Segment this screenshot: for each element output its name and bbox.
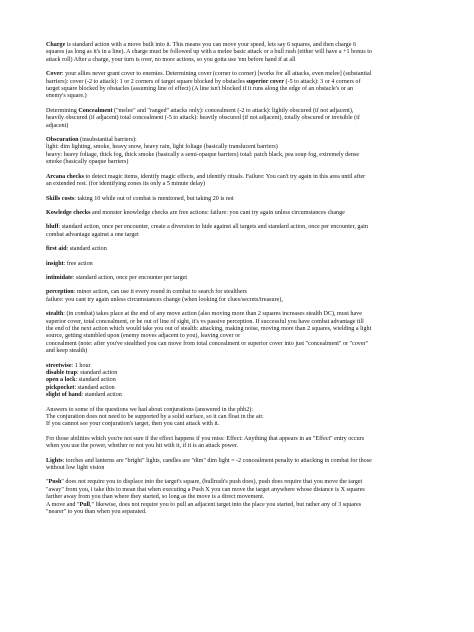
- bold-term: Charge: [46, 42, 66, 48]
- text-line: [46, 385, 434, 392]
- text-run: (-5 to attack): 3 or 4 corners of: [284, 78, 361, 85]
- text-run: ("melee" and "ranged" attacks only): concealment (-2 to attack): lightly obscured (if not adjacent),: [112, 107, 354, 114]
- text-line: [46, 79, 434, 86]
- bold-term: Pull: [79, 501, 90, 508]
- text-line: [46, 421, 434, 428]
- bold-term: Skills costs: [46, 195, 75, 202]
- text-line: [46, 407, 434, 414]
- text-line: [46, 458, 434, 465]
- paragraph-lights: [46, 458, 434, 473]
- text-run: concealment (note: after you've stealthed you can move from total concealment or superior cover into just "concealment" or "cover": [46, 340, 369, 347]
- text-run: : your allies never grant cover to enemies. Determining cover (corner to corner) [works for all attacks, even melee] (substantial: [61, 71, 372, 78]
- paragraph-perception: [46, 289, 434, 304]
- text-line: [46, 115, 434, 122]
- text-run: "nearer" to you than when you separated.: [46, 509, 147, 516]
- text-run: and monster knowledge checks are free actions: failure: you cant try again unless circumstances change: [90, 209, 345, 216]
- paragraph-push: [46, 479, 434, 516]
- text-run: : standard action: [74, 384, 115, 391]
- text-run: squares (as long as it's in a line). A charge must be followed up with a melee basic attack or a bull rush (either will have a +1 bonus to: [46, 49, 372, 56]
- text-line: [46, 174, 434, 181]
- text-line: [46, 93, 434, 100]
- text-run: combat advantage against a one target: [46, 231, 139, 238]
- text-run: ," likewise, does not require you to pull an adjacent target into the place you started, but rather any of 3 squares: [89, 501, 362, 508]
- text-line: [46, 86, 434, 93]
- text-run: Determining: [46, 107, 79, 114]
- bold-term: insight: [46, 260, 64, 267]
- text-line: [46, 348, 434, 355]
- bold-term: pickpocket: [46, 384, 75, 391]
- text-run: source, getting stumbled upon (enemy moves adjacent to you), leaving cover or: [46, 333, 241, 340]
- paragraph-concealment: [46, 108, 434, 130]
- text-run: : free action: [63, 260, 93, 267]
- text-line: [46, 392, 434, 399]
- text-run: failure: you cant try again unless circumstances change (when looking for clues/secrets/treasure),: [46, 296, 283, 303]
- bold-term: stealth: [46, 311, 64, 318]
- paragraph-bluff: [46, 224, 434, 239]
- text-line: [46, 275, 434, 282]
- text-run: If you cannot see your conjuration's target, then you cant attack with it.: [46, 421, 220, 428]
- text-run: : minor action, can use it every round in combat to search for stealthers: [73, 289, 247, 296]
- text-line: [46, 333, 434, 340]
- text-line: [46, 465, 434, 472]
- text-line: [46, 289, 434, 296]
- text-run: : standard action: [66, 246, 107, 253]
- bold-term: Kowledge checks: [46, 209, 91, 216]
- bold-term: Arcana checks: [46, 173, 84, 180]
- paragraph-cover: [46, 71, 434, 101]
- text-run: target square blocked by obstacles (assuming line of effect) (A line isn't blocked if it runs along the edge of an obstacle's or an: [46, 86, 354, 93]
- text-run: Answers to some of the questions we had about conjurations (answered in the phb2):: [46, 406, 253, 413]
- bold-term: open a lock: [46, 377, 76, 384]
- paragraph-arcana: [46, 174, 434, 189]
- text-run: heavy: heavy foliage, thick fog, thick smoke (basically a semi-opaque barriers) total: patch black, pea soup fog, extremely dense: [46, 151, 360, 158]
- text-line: [46, 196, 434, 203]
- text-run: A move and ": [46, 501, 80, 508]
- bold-term: Obscuration: [46, 137, 79, 144]
- text-line: [46, 232, 434, 239]
- text-run: : standard action: [76, 370, 118, 376]
- text-run: and keep stealth): [46, 348, 88, 355]
- text-run: : standard action: [75, 377, 116, 384]
- text-run: : 1 hour: [71, 362, 91, 369]
- text-line: [46, 370, 434, 377]
- text-run: heavily obscured (if adjacent) total concealment (-5 to attack): heavily obscured (if not adjacent), totally obscured or invisible (if: [46, 115, 360, 122]
- text-line: [46, 71, 434, 78]
- text-run: an extended rest. (for identifying zones its only a 5 minute delay): [46, 181, 206, 188]
- bold-term: Cover: [46, 71, 62, 78]
- bold-term: streetwise: [46, 362, 72, 369]
- bold-term: slight of hand: [46, 392, 82, 399]
- text-run: without low light vision: [46, 465, 105, 472]
- text-run: (insubstantial barriers):: [78, 137, 137, 144]
- text-run: is standard action with a move built into it. This means you can move your speed, lets say 6 squares, and then charge 6: [65, 42, 356, 48]
- text-run: the end of the next action which would take you out of stealth: attacking, making noise, moving more than 2 squares, wielding a light: [46, 325, 372, 332]
- text-run: smoke (basically opaque barriers): [46, 159, 129, 166]
- paragraph-insight: [46, 261, 434, 268]
- paragraph-firstaid: [46, 246, 434, 253]
- bold-term: bluff: [46, 224, 59, 231]
- bold-term: intimidate: [46, 274, 73, 281]
- paragraph-abilities: [46, 436, 434, 451]
- text-line: [46, 443, 434, 450]
- bold-term: first aid: [46, 246, 67, 253]
- text-run: when you use the power, whether or not you hit with it, if it is an attack power.: [46, 443, 239, 450]
- text-line: [46, 144, 434, 151]
- text-run: "away" from you, i take this to mean that when executing a Push X you can move the target anywhere whose distance is X squares: [46, 486, 365, 493]
- text-run: light: dim lighting, smoke, heavy snow, heavy rain, light foliage (basically translucent barriers): [46, 144, 278, 151]
- text-run: ": [46, 479, 49, 486]
- bold-term: Lights: [46, 457, 63, 464]
- text-run: : standard action, once per encounter, create a diversion to hide against all targets and standard action, once per encounter, gain: [58, 224, 368, 231]
- text-line: [46, 502, 434, 509]
- paragraph-skilllist: [46, 363, 434, 400]
- text-line: [46, 363, 434, 370]
- text-run: : standard action, once per encounter per target: [72, 274, 188, 281]
- paragraph-obscuration: [46, 137, 434, 167]
- bold-term: perception: [46, 289, 74, 296]
- bold-term: Concealment: [78, 107, 113, 114]
- bold-term: Push: [48, 479, 62, 486]
- paragraph-intimidate: [46, 275, 434, 282]
- text-run: enemy's square.): [46, 93, 87, 100]
- text-run: adjacent): [46, 122, 69, 129]
- text-line: [46, 246, 434, 253]
- text-run: farther away from you than where they started, so long as the move is a direct movement.: [46, 494, 265, 501]
- text-run: The conjuration does not need to be supported by a solid surface, so it can float in the air.: [46, 414, 264, 421]
- text-run: : (in combat) takes place at the end of any move action (also moving more than 2 squares increases stealth DC), must have: [63, 311, 362, 318]
- text-line: [46, 297, 434, 304]
- text-line: [46, 494, 434, 501]
- paragraph-charge: [46, 42, 434, 64]
- text-run: superior cover, total concealment, or be out of line of sight, it's vs passive perception. If successful you have combat advantage till: [46, 318, 364, 325]
- text-line: [46, 377, 434, 384]
- text-run: attack roll) After a charge, your turn is over, no more actions, so you gotta use 'em before hand if at all: [46, 56, 296, 63]
- paragraph-stealth: [46, 311, 434, 355]
- paragraph-knowledge: [46, 210, 434, 217]
- text-run: to detect magic items, identify magic effects, and identify rituals. Failure: You can't try again in this area until after: [83, 173, 366, 180]
- text-line: [46, 261, 434, 268]
- text-line: [46, 57, 434, 64]
- text-run: " does not require you to displace into the target's square, (bullrush's push does), push does require that you move the target: [61, 479, 363, 486]
- text-line: [46, 311, 434, 318]
- text-run: : standard action: [81, 392, 122, 399]
- text-line: [46, 159, 434, 166]
- text-run: : torches and lanterns are "bright" lights, candles are "dim" dim light = -2 concealment penalty to attacking in combat for those: [62, 457, 372, 464]
- bold-term: superior cover: [246, 78, 285, 85]
- text-line: [46, 181, 434, 188]
- text-line: [46, 224, 434, 231]
- text-line: [46, 123, 434, 130]
- text-line: [46, 509, 434, 516]
- text-line: [46, 49, 434, 56]
- text-run: barriers): cover (-2 to attack): 1 or 2 corners of target square blocked by obstacles: [46, 78, 247, 85]
- text-line: [46, 341, 434, 348]
- text-line: [46, 210, 434, 217]
- text-run: For those abilities which you're not sure if the effect happens if you miss: Effect: Anything that appears in an "Effect" entry occurs: [46, 435, 365, 442]
- text-line: [46, 479, 434, 486]
- bold-term: disable trap: [46, 370, 77, 376]
- paragraph-skills: [46, 196, 434, 203]
- paragraph-conjurations: [46, 407, 434, 429]
- text-run: : taking 10 while out of combat is mentioned, but taking 20 is not: [74, 195, 234, 202]
- text-line: [46, 319, 434, 326]
